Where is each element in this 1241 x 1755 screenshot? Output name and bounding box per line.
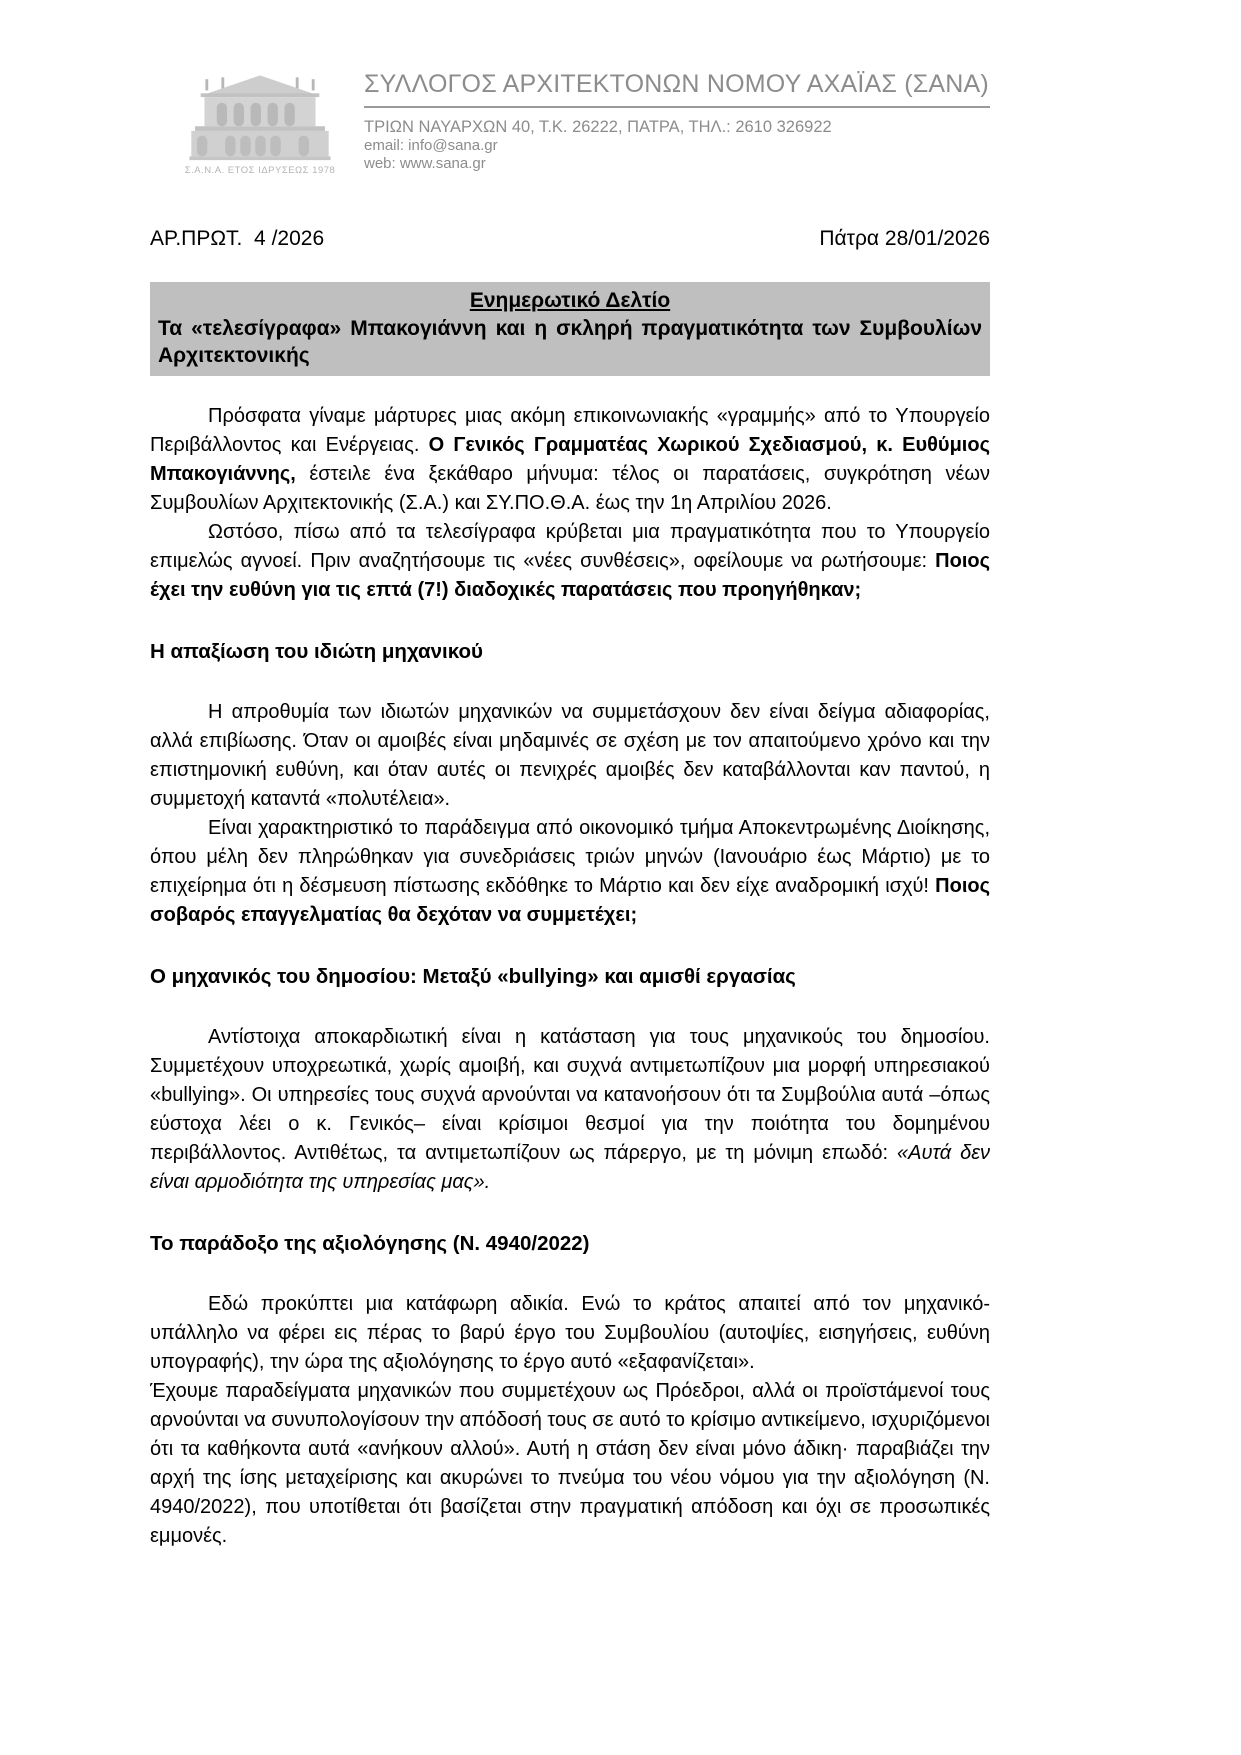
text-run-bold: Ποιος σοβαρός επαγγελματίας θα δεχόταν να συμμετέχει; <box>150 875 990 927</box>
paragraph-5 <box>150 1023 990 1197</box>
document-body <box>150 402 990 1551</box>
org-address: ΤΡΙΩΝ ΝΑΥΑΡΧΩΝ 40, Τ.Κ. 26222, ΠΑΤΡΑ, ΤΗΛ.: 2610 326922 <box>364 118 832 136</box>
paragraph-1 <box>150 402 990 518</box>
logo <box>150 60 350 176</box>
text-run: έστειλε ένα ξεκάθαρο μήνυμα: τέλος οι παρατάσεις, συγκρότηση νέων Συμβουλίων Αρχιτεκτονικής (Σ.Α.) και ΣΥ.ΠΟ.Θ.Α. έως την 1η Απριλίου 2026. <box>150 463 990 515</box>
org-block <box>350 60 990 174</box>
text-run-italic: «Αυτά δεν είναι αρμοδιότητα της υπηρεσίας μας». <box>150 1142 990 1194</box>
text-run: Πρόσφατα γίναμε μάρτυρες μιας ακόμη επικοινωνιακής «γραμμής» από το Υπουργείο Περιβάλλοντος και Ενέργειας. <box>150 405 990 457</box>
protocol-row <box>150 226 990 251</box>
text-run: Είναι χαρακτηριστικό το παράδειγμα από οικονομικό τμήμα Αποκεντρωμένης Διοίκησης, όπου μέλη δεν πληρώθηκαν για συνεδριάσεις τριών μηνών (Ιανουάριο έως Μάρτιο) με το επιχείρημα ότι η δέσμευση πίστωσης εκδόθηκε το Μάρτιο και δεν είχε αναδρομική ισχύ! <box>150 817 990 898</box>
letterhead <box>150 60 990 176</box>
logo-caption: Σ.Α.Ν.Α. ΕΤΟΣ ΙΔΡΥΣΕΩΣ 1978 <box>184 165 336 176</box>
section-heading-1: Η απαξίωση του ιδιώτη μηχανικού <box>150 640 483 664</box>
paragraph-7 <box>150 1377 990 1551</box>
section-heading-3: Το παράδοξο της αξιολόγησης (Ν. 4940/2022) <box>150 1232 590 1256</box>
protocol-number: ΑΡ.ΠΡΩΤ. 4 /2026 <box>150 227 325 250</box>
bulletin-subtitle: Τα «τελεσίγραφα» Μπακογιάννη και η σκληρή πραγματικότητα των Συμβουλίων Αρχιτεκτονικής <box>158 317 982 368</box>
header-rule <box>364 106 990 108</box>
text-run: Έχουμε παραδείγματα μηχανικών που συμμετέχουν ως Πρόεδροι, αλλά οι προϊστάμενοί τους αρνούνται να συνυπολογίσουν την απόδοσή τους σε αυτό το κρίσιμο αντικείμενο, ισχυριζόμενοι ότι τα καθήκοντα αυτά «ανήκουν αλλού». Αυτή η στάση δεν είναι μόνο άδικη· παραβιάζει την αρχή της ίσης μεταχείρισης και ακυρώνει το πνεύμα του νέου νόμου για την αξιολόγηση (Ν. 4940/2022), που υποτίθεται ότι βασίζεται στην πραγματική απόδοση και όχι σε προσωπικές εμμονές. <box>150 1380 990 1548</box>
text-run-bold: Ο Γενικός Γραμματέας Χωρικού Σχεδιασμού, κ. Ευθύμιος Μπακογιάννης, <box>150 434 990 486</box>
section-heading-2: Ο μηχανικός του δημοσίου: Μεταξύ «bullying» και αμισθί εργασίας <box>150 965 796 989</box>
bulletin-title: Ενημερωτικό Δελτίο <box>469 289 671 313</box>
paragraph-4 <box>150 814 990 930</box>
text-run: Ωστόσο, πίσω από τα τελεσίγραφα κρύβεται μια πραγματικότητα που το Υπουργείο επιμελώς αγνοεί. Πριν αναζητήσουμε τις «νέες συνθέσεις», οφείλουμε να ρωτήσουμε: <box>150 521 990 573</box>
text-run: Εδώ προκύπτει μια κατάφωρη αδικία. Ενώ το κράτος απαιτεί από τον μηχανικό-υπάλληλο να φέρει εις πέρας το βαρύ έργο του Συμβουλίου (αυτοψίες, εισηγήσεις, ευθύνη υπογραφής), την ώρα της αξιολόγησης το έργο αυτό «εξαφανίζεται». <box>150 1293 990 1374</box>
org-name: ΣΥΛΛΟΓΟΣ ΑΡΧΙΤΕΚΤΟΝΩΝ ΝΟΜΟΥ ΑΧΑΪΑΣ (ΣΑΝΑ) <box>364 70 989 98</box>
text-run-bold: Ποιος έχει την ευθύνη για τις επτά (7!) διαδοχικές παρατάσεις που προηγήθηκαν; <box>150 550 990 602</box>
classical-building-icon <box>180 66 340 162</box>
text-run: Αντίστοιχα αποκαρδιωτική είναι η κατάσταση για τους μηχανικούς του δημοσίου. Συμμετέχουν υποχρεωτικά, χωρίς αμοιβή, και συχνά αντιμετωπίζουν μια μορφή υπηρεσιακού «bullying». Οι υπηρεσίες τους συχνά αρνούνται να κατανοήσουν ότι τα Συμβούλια αυτά –όπως εύστοχα λέει ο κ. Γενικός– είναι κρίσιμοι θεσμοί για την ποιότητα του δομημένου περιβάλλοντος. Αντιθέτως, τα αντιμετωπίζουν ως πάρεργο, με τη μόνιμη επωδό: <box>150 1026 990 1165</box>
text-run: Η απροθυμία των ιδιωτών μηχανικών να συμμετάσχουν δεν είναι δείγμα αδιαφορίας, αλλά επιβίωσης. Όταν οι αμοιβές είναι μηδαμινές σε σχέση με τον απαιτούμενο χρόνο και την επιστημονική ευθύνη, και όταν αυτές οι πενιχρές αμοιβές δεν καταβάλλονται καν παντού, η συμμετοχή καταντά «πολυτέλεια». <box>150 701 990 811</box>
place-date: Πάτρα 28/01/2026 <box>819 227 990 250</box>
title-block <box>150 282 990 376</box>
paragraph-6 <box>150 1290 990 1377</box>
paragraph-2 <box>150 518 990 605</box>
paragraph-3 <box>150 698 990 814</box>
org-email: email: info@sana.gr <box>364 137 498 155</box>
org-web: web: www.sana.gr <box>364 155 486 173</box>
